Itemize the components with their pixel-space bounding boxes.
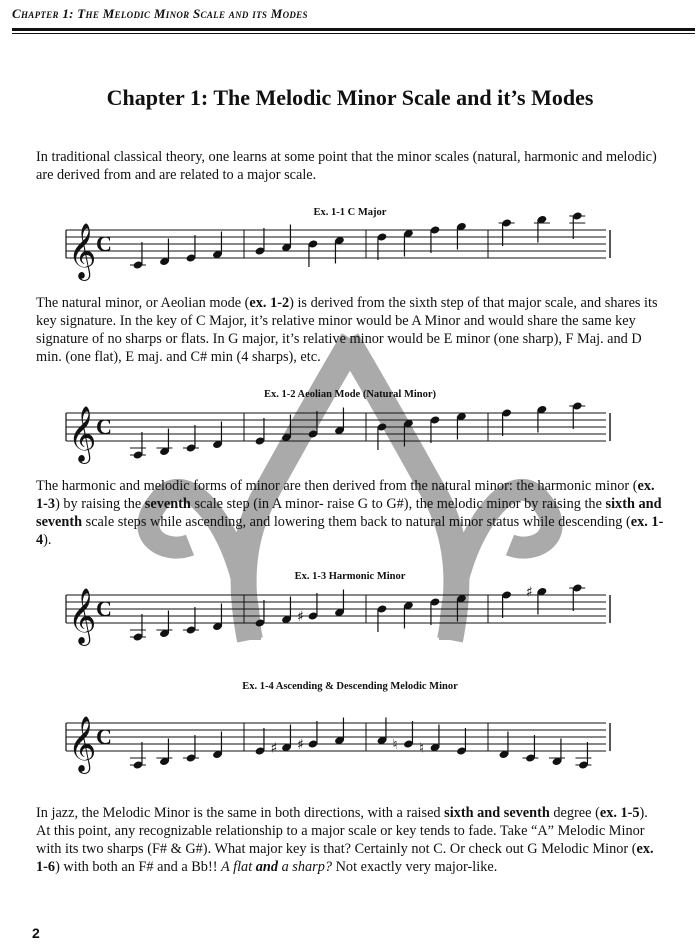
time-signature: C — [96, 414, 112, 439]
sharp-sign: ♯ — [296, 737, 304, 753]
sharp-sign: ♯ — [525, 584, 533, 601]
example-1-3-caption: Ex. 1-3 Harmonic Minor — [294, 571, 406, 582]
time-signature: C — [96, 231, 112, 256]
chapter-title: Chapter 1: The Melodic Minor Scale and it’s Modes — [106, 85, 594, 110]
paragraph-aeolian: The natural minor, or Aeolian mode (ex. 1-2) is derived from the sixth step of that major scale, and shares its key signature. In the key of C Major, it’s relative minor would be A Minor and would share the same key signature of no sharps or flats. In G major, it’s relative minor would be E minor (one sharp), F Maj. and D min. (one flat), E maj. and C# min (4 sharps), etc. — [36, 295, 658, 365]
paragraph-harmonic-melodic: The harmonic and melodic forms of minor are then derived from the natural minor: the harmonic minor (ex. 1-3) by raising the seventh scale step (in A minor- raise G to G#), the melodic minor by raising the sixth and seventh scale steps while ascending, and lowering them back to natural minor status while descending (ex. 1-4). — [36, 478, 664, 548]
running-head: Chapter 1: The Melodic Minor Scale and its Modes — [12, 6, 308, 21]
paragraph-intro: In traditional classical theory, one learns at some point that the minor scales (natural, harmonic and melodic) are derived from and are related to a major scale. — [36, 149, 657, 183]
natural-sign: ♮ — [418, 740, 424, 757]
treble-clef: 𝄞 — [68, 716, 97, 772]
example-1-2-caption: Ex. 1-2 Aeolian Mode (Natural Minor) — [263, 389, 437, 400]
example-1-1-caption: Ex. 1-1 C Major — [313, 207, 387, 218]
treble-clef: 𝄞 — [68, 406, 97, 462]
time-signature: C — [96, 724, 112, 749]
example-1-4-caption: Ex. 1-4 Ascending & Descending Melodic Minor — [242, 681, 458, 692]
treble-clef: 𝄞 — [68, 223, 97, 279]
sharp-sign: ♯ — [270, 740, 278, 757]
time-signature: C — [96, 596, 112, 621]
page-number: 2 — [32, 925, 40, 941]
treble-clef: 𝄞 — [68, 588, 97, 644]
natural-sign: ♮ — [392, 737, 398, 753]
paragraph-jazz-melodic-minor: In jazz, the Melodic Minor is the same in both directions, with a raised sixth and seventh degree (ex. 1-5). At this point, any recognizable relationship to a major scale or key tends to fade. Take “A” Melodic Minor with its two sharps (F# & G#). What major key is that? Certainly not C. Or check out G Melodic Minor (ex. 1-6) with both an F# and a Bb!! A flat and a sharp? Not exactly very major-like. — [36, 805, 654, 875]
sharp-sign: ♯ — [296, 609, 304, 625]
